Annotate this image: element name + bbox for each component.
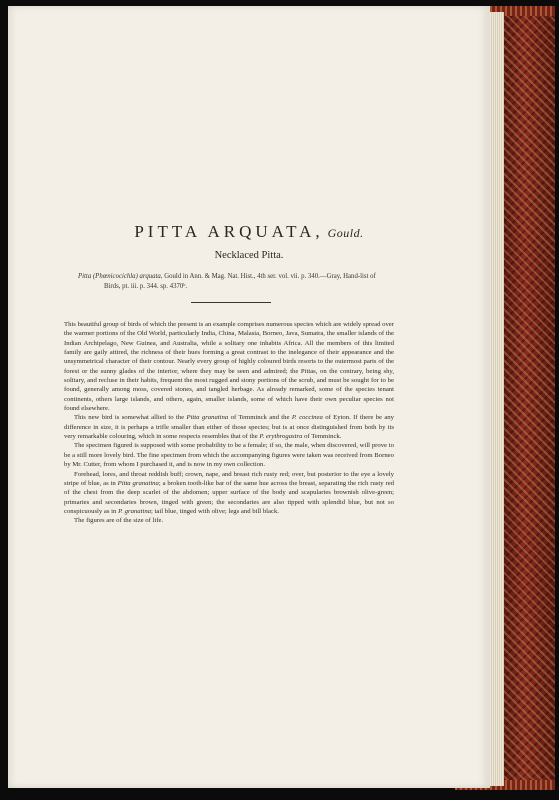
divider-rule: [191, 302, 271, 303]
paragraph-5: The figures are of the size of life.: [74, 517, 164, 525]
species-authority: Gould.: [327, 226, 364, 240]
reference-block: [78, 272, 408, 292]
reference-binomial: Pitta (Phœnicocichla) arquata,: [78, 273, 163, 280]
paragraph-3: The specimen figured is supposed with some probability to be a female; if so, the male, when discovered, will prove to be a still more lovely bird. The fine specimen from which the accompanying figures were taken was received from Borneo by Mr. Cutter, from whom I purchased it, and is now in my own collection.: [64, 442, 394, 469]
species-title: [8, 222, 490, 242]
species-name: PITTA ARQUATA,: [134, 222, 324, 241]
page: [8, 6, 490, 788]
reference-citation: Gould in Ann. & Mag. Nat. Hist., 4th ser. vol. vii. p. 340.—Gray, Hand-list of: [164, 273, 376, 280]
paragraph-1: This beautiful group of birds of which the present is an example comprises numerous species which are widely spread over the warmer portions of the Old World, particularly India, China, Malasia, Borneo, Java, Sumatra, the smaller islands of the Indian Archipelago, New Guinea, and Australia, while a solitary one inhabits Africa. All the members of this limited family are gaily attired, the richness of their hues forming a great contrast to the inelegance of their appearance and the unsymmetrical character of their contour. Nearly every group of highly coloured birds resorts to the outermost parts of the forest or the sunny glades of the interior, where they may be seen and admired; the Pittas, on the contrary, being shy, solitary, and recluse in their habits, frequent the most rugged and stony portions of the scrub, and must be sought for to be found, generally among moss, covered stones, and tangled herbage. As already remarked, some of the species tenant continents, others large islands, and others, again, smaller islands, some of which have their own peculiar species not found elsewhere.: [64, 321, 394, 413]
reference-citation-cont: Birds, pt. iii. p. 344. sp. 4370ᵇ.: [104, 283, 188, 290]
paragraph-2: This new bird is somewhat allied to the Pitta granatina of Temminck and the P. coccinea of Eyton. If there be any difference in size, it is perhaps a trifle smaller than either of those species; but is at once distinguished from both by its very remarkable colouring, which in some respects resembles that of the P. erythrogastra of Temminck.: [64, 414, 394, 441]
body-text: [64, 320, 394, 526]
common-name: Necklaced Pitta.: [214, 250, 284, 261]
book-cover-marbled-edge: [504, 6, 555, 786]
paragraph-4: Forehead, lores, and throat reddish buff; crown, nape, and breast rich rusty red; over, but posterior to the eye a lovely stripe of blue, as in Pitta granatina; a broken tooth-like bar of the same hue across the breast, separating the rich rusty red of the chest from the deep scarlet of the abdomen; upper surface of the body and scapularies brownish olive-green; primaries and secondaries brown, tinged with green; the secondaries are also tipped with splendid blue, but not so conspicuously as in P. granatina; tail blue, tinged with olive; legs and bill black.: [64, 470, 395, 515]
